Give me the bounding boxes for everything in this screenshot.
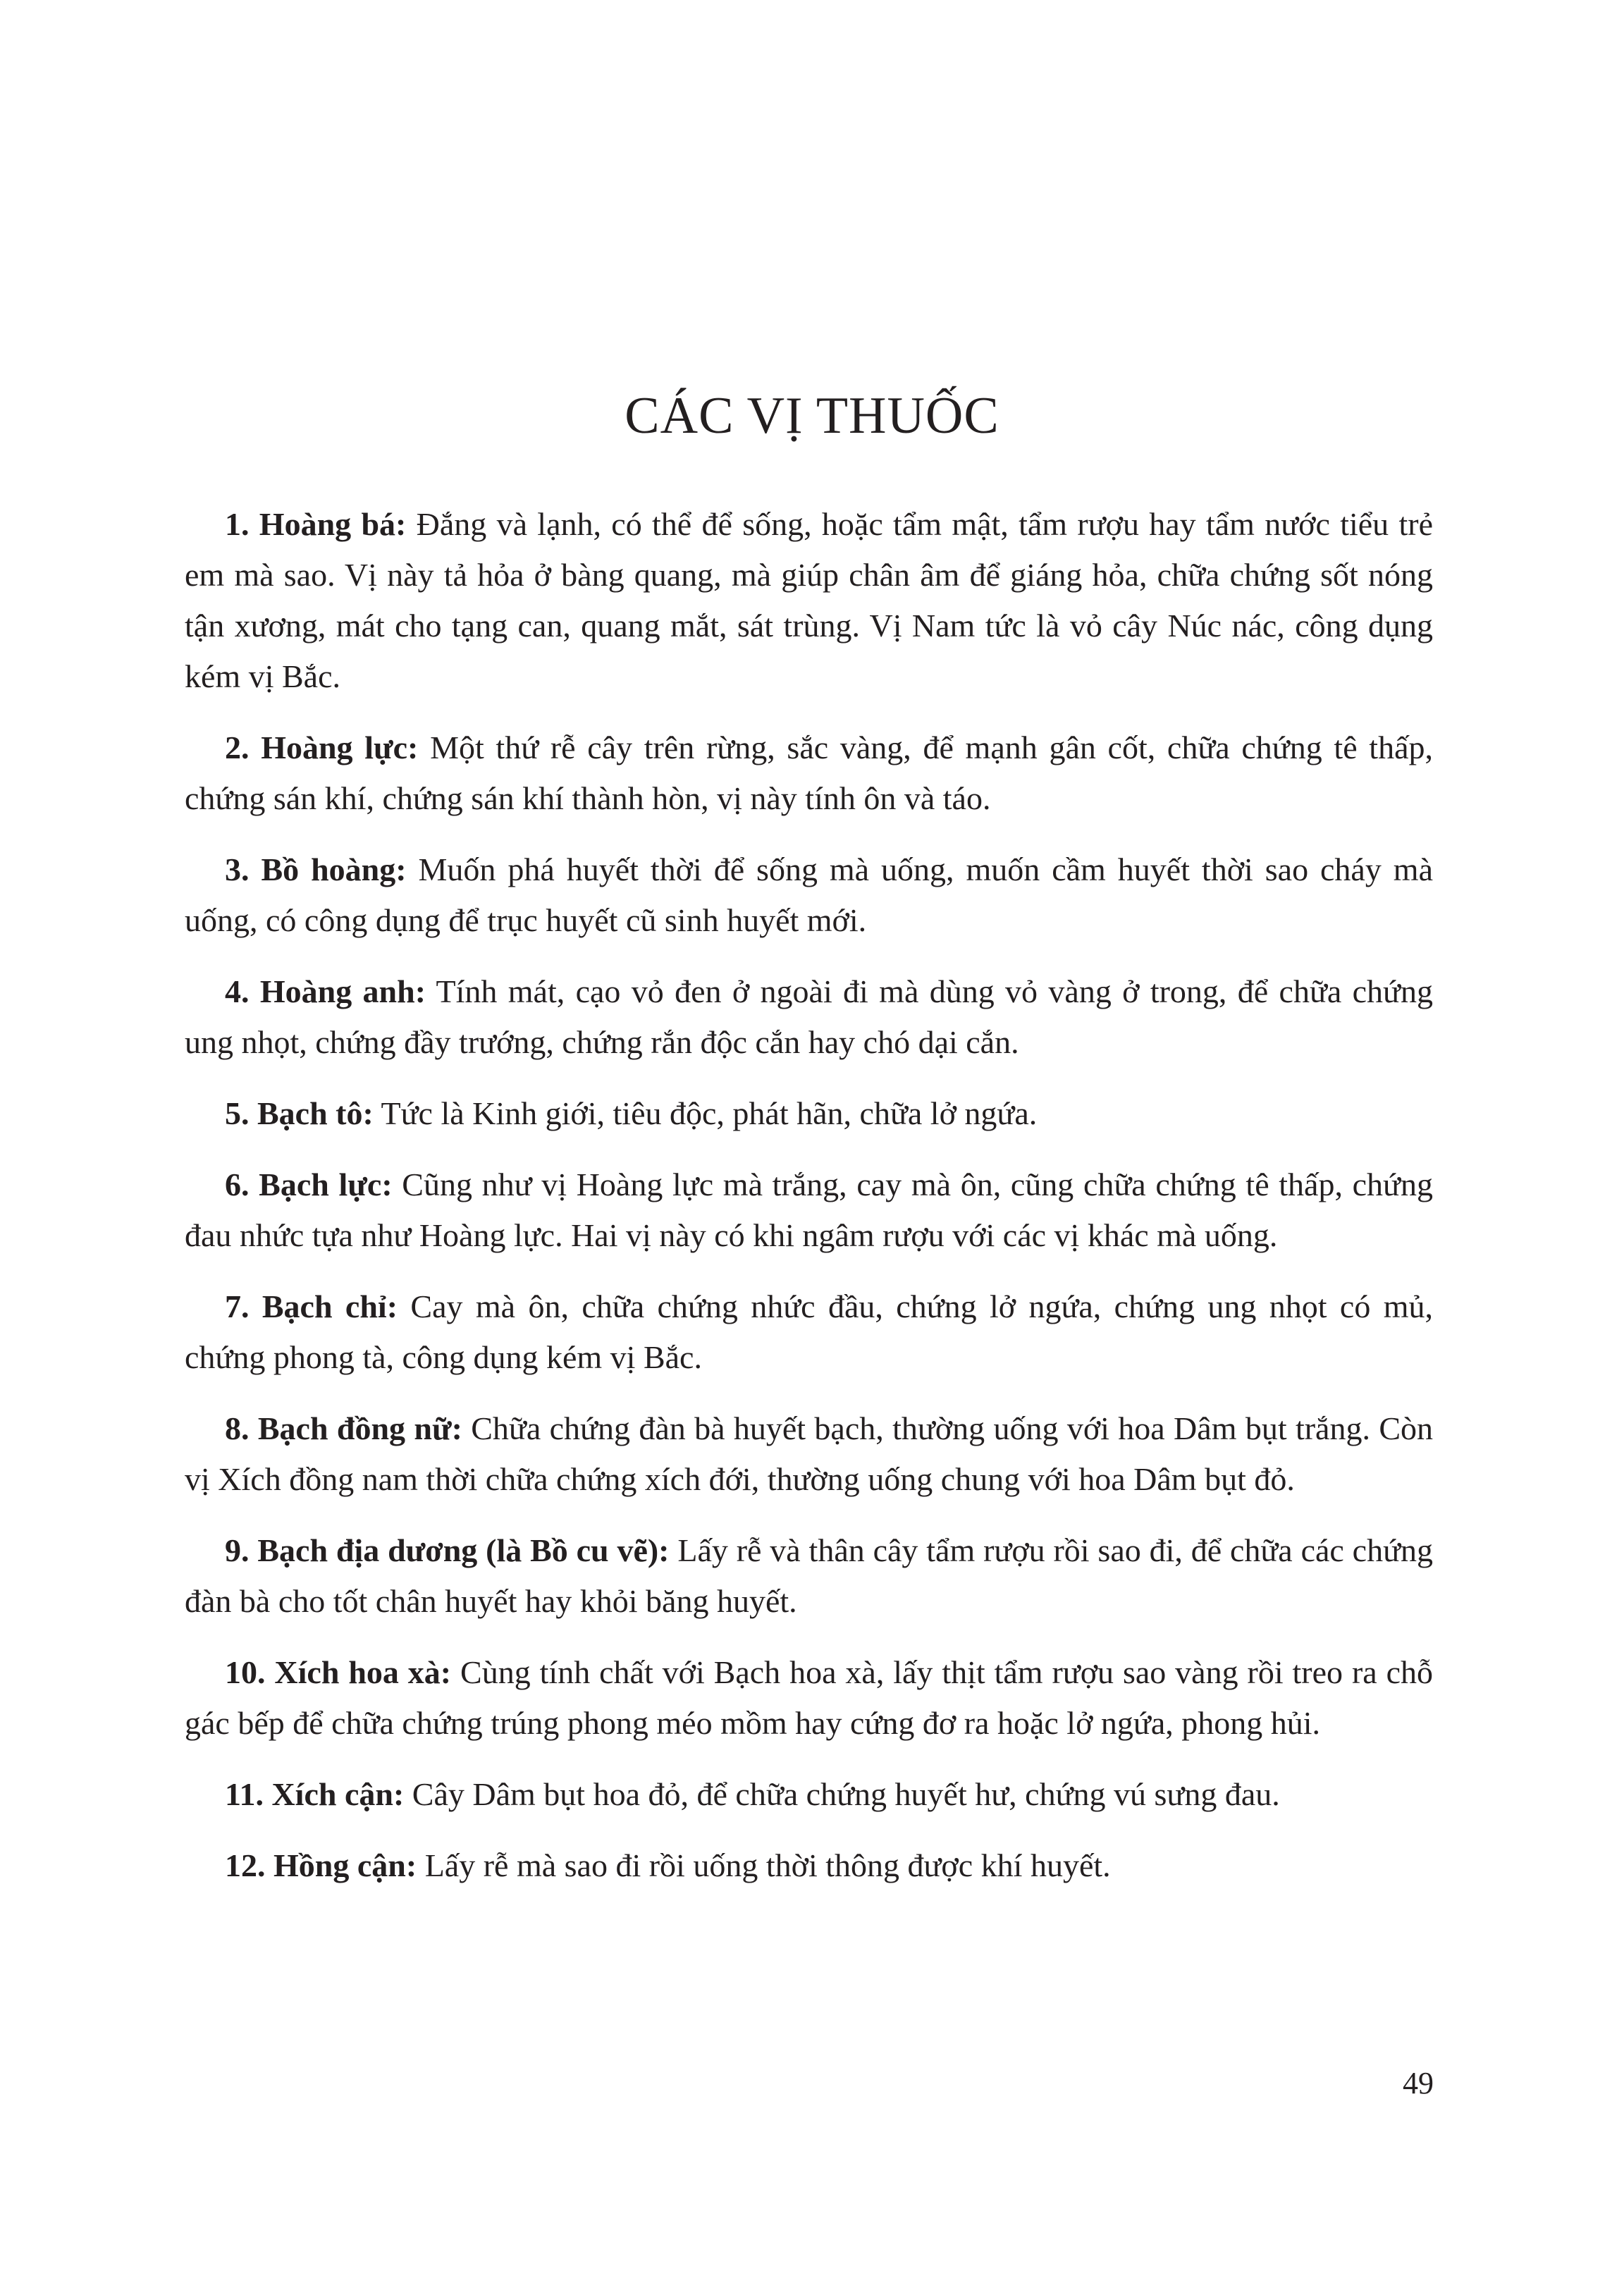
entry-text: Lấy rễ mà sao đi rồi uống thời thông được khí huyết. <box>417 1847 1111 1883</box>
entry-term: 5. Bạch tô: <box>225 1095 374 1131</box>
entry-4 <box>185 966 1433 1068</box>
entry-text: Muốn phá huyết thời để sống mà uống, muốn cầm huyết thời sao cháy mà uống, có công dụng để trục huyết cũ sinh huyết mới. <box>185 851 1433 938</box>
entry-text: Cay mà ôn, chữa chứng nhức đầu, chứng lở ngứa, chứng ung nhọt có mủ, chứng phong tà, công dụng kém vị Bắc. <box>185 1288 1434 1375</box>
entry-12 <box>185 1840 1433 1891</box>
entry-10 <box>185 1647 1433 1749</box>
entry-7 <box>185 1281 1433 1383</box>
entry-8 <box>185 1403 1433 1505</box>
entry-text: Chữa chứng đàn bà huyết bạch, thường uống với hoa Dâm bụt trắng. Còn vị Xích đồng nam thời chữa chứng xích đới, thường uống chung với hoa Dâm bụt đỏ. <box>185 1410 1433 1497</box>
entry-text: Một thứ rễ cây trên rừng, sắc vàng, để mạnh gân cốt, chữa chứng tê thấp, chứng sán khí, chứng sán khí thành hòn, vị này tính ôn và táo. <box>185 730 1434 816</box>
entry-text: Cũng như vị Hoàng lực mà trắng, cay mà ôn, cũng chữa chứng tê thấp, chứng đau nhức tựa như Hoàng lực. Hai vị này có khi ngâm rượu với các vị khác mà uống. <box>185 1166 1433 1253</box>
entry-text: Cùng tính chất với Bạch hoa xà, lấy thịt tẩm rượu sao vàng rồi treo ra chỗ gác bếp để chữa chứng trúng phong méo mồm hay cứng đơ ra hoặc lở ngứa, phong hủi. <box>185 1654 1434 1741</box>
entry-3 <box>185 844 1433 946</box>
entry-term: 4. Hoàng anh: <box>225 973 426 1009</box>
entry-2 <box>185 722 1433 824</box>
entry-term: 2. Hoàng lực: <box>225 730 419 765</box>
entry-text: Tính mát, cạo vỏ đen ở ngoài đi mà dùng vỏ vàng ở trong, để chữa chứng ung nhọt, chứng đầy trướng, chứng rắn độc cắn hay chó dại cắn. <box>185 973 1433 1060</box>
entry-term: 1. Hoàng bá: <box>225 506 407 542</box>
entry-6 <box>185 1159 1433 1261</box>
entry-11 <box>185 1769 1433 1820</box>
entry-text: Cây Dâm bụt hoa đỏ, để chữa chứng huyết hư, chứng vú sưng đau. <box>404 1776 1280 1812</box>
page-number: 49 <box>1403 2066 1434 2100</box>
entry-term: 10. Xích hoa xà: <box>225 1654 452 1690</box>
entry-term: 8. Bạch đồng nữ: <box>225 1410 462 1446</box>
entry-term: 7. Bạch chỉ: <box>225 1288 398 1324</box>
entry-1 <box>185 499 1433 702</box>
entry-term: 9. Bạch địa dương (là Bồ cu vẽ): <box>225 1532 670 1568</box>
entry-term: 3. Bồ hoàng: <box>225 851 407 887</box>
entry-text: Lấy rễ và thân cây tẩm rượu rồi sao đi, để chữa các chứng đàn bà cho tốt chân huyết hay khỏi băng huyết. <box>185 1532 1434 1619</box>
entry-term: 11. Xích cận: <box>225 1776 405 1812</box>
entry-text: Đắng và lạnh, có thể để sống, hoặc tẩm mật, tẩm rượu hay tẩm nước tiểu trẻ em mà sao. Vị này tả hỏa ở bàng quang, mà giúp chân âm để giáng hỏa, chữa chứng sốt nóng tận xương, mát cho tạng can, quang mắt, sát trùng. Vị Nam tức là vỏ cây Núc nác, công dụng kém vị Bắc. <box>185 506 1433 694</box>
entry-9 <box>185 1525 1433 1627</box>
entry-list <box>185 499 1433 1912</box>
entry-text: Tức là Kinh giới, tiêu độc, phát hãn, chữa lở ngứa. <box>373 1095 1038 1131</box>
entry-term: 12. Hồng cận: <box>225 1847 417 1883</box>
page-title: CÁC VỊ THUỐC <box>625 387 999 445</box>
entry-term: 6. Bạch lực: <box>225 1166 393 1202</box>
entry-5 <box>185 1088 1433 1139</box>
